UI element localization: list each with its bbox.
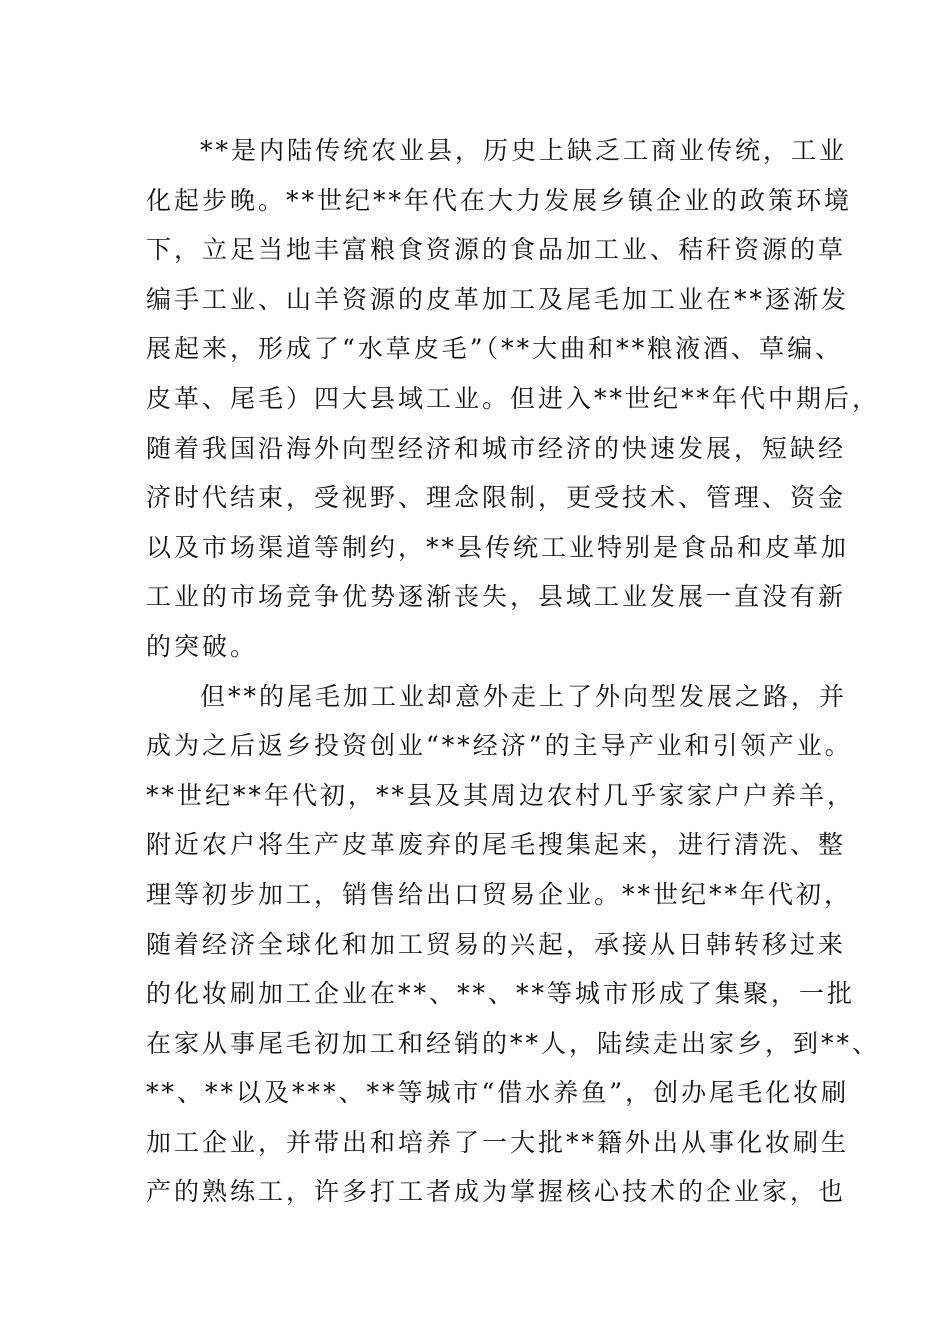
paragraph-2-line-3: **世纪**年代初，**县及其周边农村几乎家家户户养羊，: [146, 780, 856, 810]
paragraph-2-line-7: 的化妆刷加工企业在**、**、**等城市形成了集聚，一批: [146, 979, 856, 1009]
paragraph-2-line-4: 附近农户将生产皮革废弃的尾毛搜集起来，进行清洗、整: [146, 830, 847, 860]
paragraph-2-line-1: 但**的尾毛加工业却意外走上了外向型发展之路，并: [200, 681, 848, 711]
paragraph-1-line-11: 的突破。: [146, 631, 259, 661]
paragraph-1-line-5: 展起来，形成了“水草皮毛”（**大曲和**粮液酒、草编、: [146, 334, 844, 364]
paragraph-1-line-10: 工业的市场竞争优势逐渐丧失，县域工业发展一直没有新: [146, 582, 847, 612]
paragraph-1-line-7: 随着我国沿海外向型经济和城市经济的快速发展，短缺经: [146, 433, 847, 463]
paragraph-2-line-5: 理等初步加工，销售给出口贸易企业。**世纪**年代初，: [146, 879, 853, 909]
paragraph-1-line-4: 编手工业、山羊资源的皮革加工及尾毛加工业在**逐渐发: [146, 284, 850, 314]
paragraph-1-line-3: 下，立足当地丰富粮食资源的食品加工业、秸秆资源的草: [146, 235, 847, 265]
paragraph-2-line-10: 加工企业，并带出和培养了一大批**籍外出从事化妆刷生: [146, 1127, 850, 1157]
paragraph-1-line-1: **是内陆传统农业县，历史上缺乏工商业传统，工业: [200, 136, 848, 165]
paragraph-2-line-11: 产的熟练工，许多打工者成为掌握核心技术的企业家，也: [146, 1177, 847, 1207]
paragraph-1-line-6: 皮革、尾毛）四大县域工业。但进入**世纪**年代中期后，: [146, 383, 881, 413]
paragraph-1-line-2: 化起步晚。**世纪**年代在大力发展乡镇企业的政策环境: [146, 185, 853, 215]
paragraph-2-line-2: 成为之后返乡投资创业“**经济”的主导产业和引领产业。: [146, 731, 853, 761]
paragraph-2-line-8: 在家从事尾毛初加工和经销的**人，陆续走出家乡，到**、: [146, 1028, 881, 1058]
paragraph-1-line-9: 以及市场渠道等制约，**县传统工业特别是食品和皮革加: [146, 532, 850, 562]
paragraph-1-line-8: 济时代结束，受视野、理念限制，更受技术、管理、资金: [146, 483, 847, 513]
paragraph-2-line-9: **、**以及***、**等城市“借水养鱼”，创办尾毛化妆刷: [146, 1078, 850, 1108]
body-text: [146, 126, 881, 1217]
paragraph-2-line-6: 随着经济全球化和加工贸易的兴起，承接从日韩转移过来: [146, 929, 847, 959]
